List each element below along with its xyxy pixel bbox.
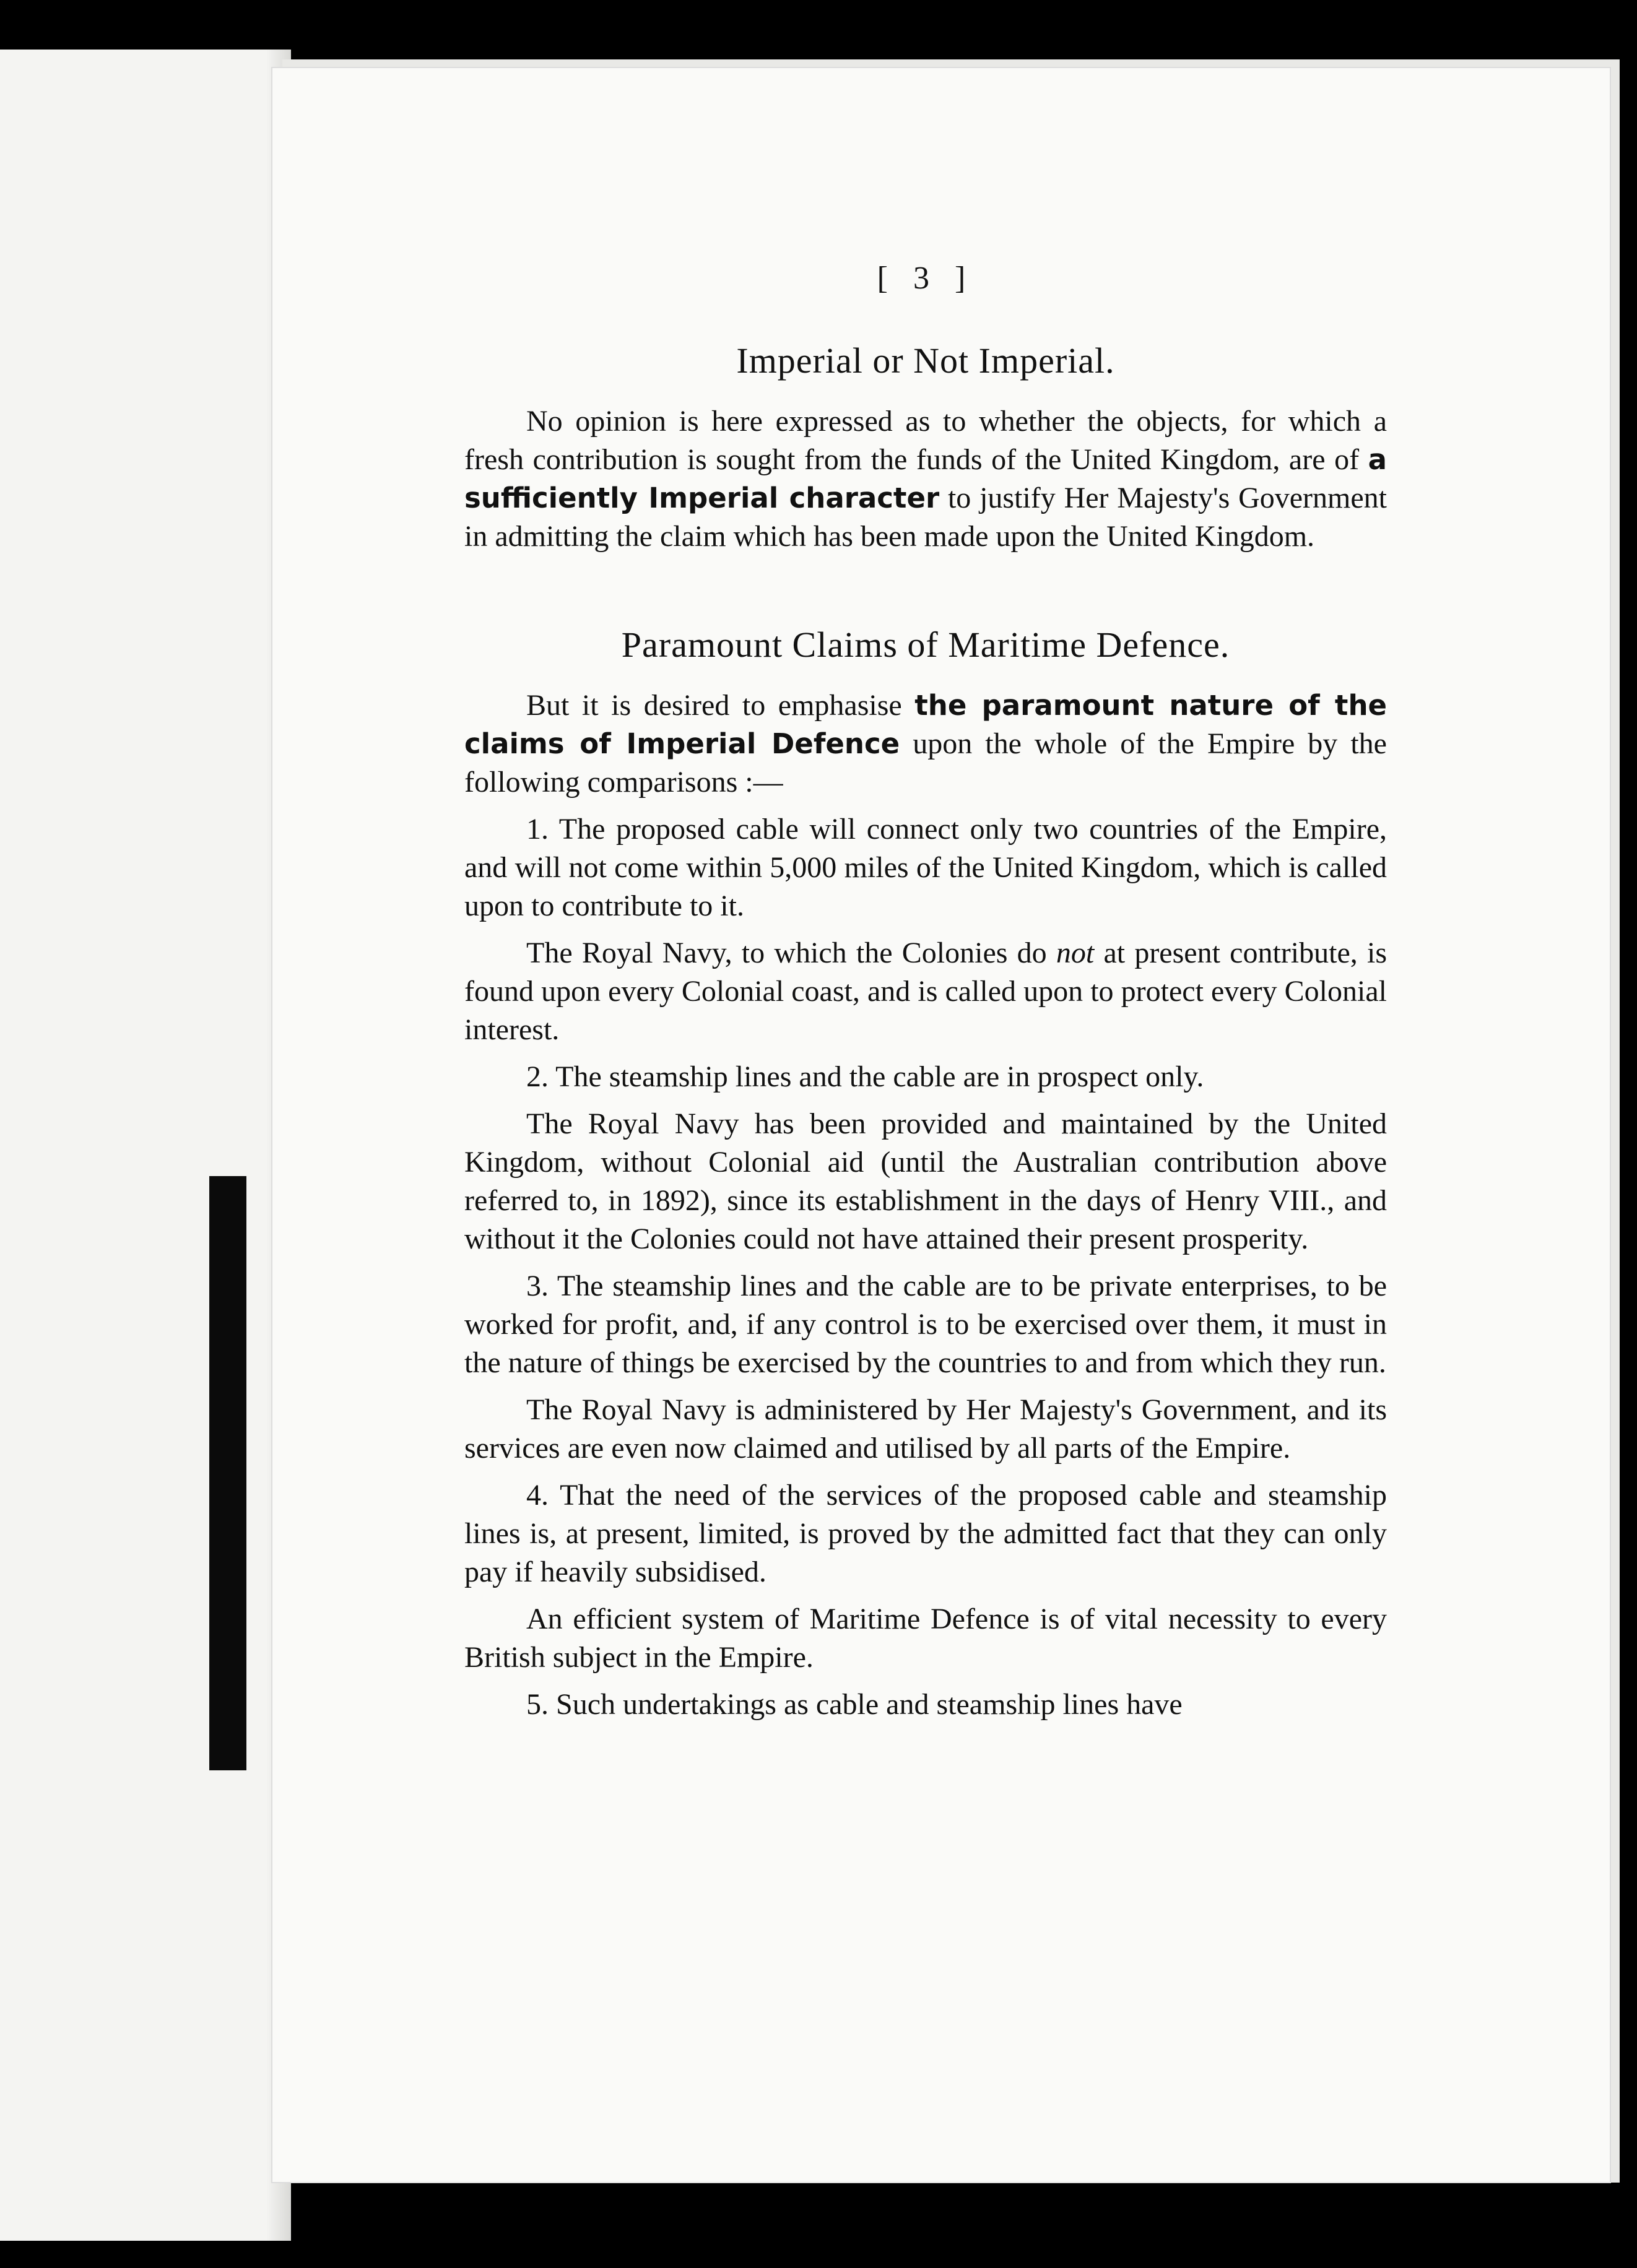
paragraph-1-text-c: to justify Her Majesty's Government in admitting the claim which has been made upon the United Kingdom. xyxy=(464,482,1387,553)
heading-maritime-defence: Paramount Claims of Maritime Defence. xyxy=(621,625,1230,665)
paragraph-1-text-a: No opinion is here expressed as to whether the objects, for which a fresh contribution is sought from the funds of the United Kingdom, are of xyxy=(464,405,1387,476)
paragraph-navy-1 xyxy=(464,934,1387,1049)
comparison-5: 5. Such undertakings as cable and steamship lines have xyxy=(526,1688,1183,1721)
comparison-2: 2. The steamship lines and the cable are in prospect only. xyxy=(526,1060,1204,1093)
paragraph-2-text-a: But it is desired to emphasise xyxy=(526,689,915,722)
paragraph-navy-1-text-a: The Royal Navy, to which the Colonies do xyxy=(526,937,1056,969)
paragraph-defence: An efficient system of Maritime Defence is of vital necessity to every British subject in the Empire. xyxy=(464,1603,1387,1674)
page-number: [ 3 ] xyxy=(877,261,975,296)
comparison-4: 4. That the need of the services of the proposed cable and steamship lines is, at present, limited, is proved by the admitted fact that they can only pay if heavily subsidised. xyxy=(464,1479,1387,1588)
paragraph-2 xyxy=(464,686,1387,802)
paragraph-navy-3: The Royal Navy is administered by Her Majesty's Government, and its services are even now claimed and utilised by all parts of the Empire. xyxy=(464,1393,1387,1465)
paragraph-1-emphasis: a sufficiently Imperial character xyxy=(464,443,1387,514)
paragraph-1 xyxy=(464,402,1387,556)
binding-spine xyxy=(209,1176,246,1770)
paragraph-navy-2: The Royal Navy has been provided and maintained by the United Kingdom, without Colonial aid (until the Australian contribution above referred to, in 1892), since its establishment in the days of Henry VIII., and without it the Colonies could not have attained their present prosperity. xyxy=(464,1107,1387,1255)
comparison-1: 1. The proposed cable will connect only two countries of the Empire, and will not come within 5,000 miles of the United Kingdom, which is called upon to contribute to it. xyxy=(464,813,1387,922)
paragraph-2-text-c: upon the whole of the Empire by the following comparisons :— xyxy=(464,727,1387,799)
heading-imperial: Imperial or Not Imperial. xyxy=(736,340,1115,381)
facing-page xyxy=(0,50,291,2241)
paragraph-2-emphasis: the paramount nature of the claims of Imperial Defence xyxy=(464,689,1387,760)
paragraph-navy-1-text-c: at present contribute, is found upon every Colonial coast, and is called upon to protect every Colonial interest. xyxy=(464,937,1387,1046)
paragraph-navy-1-italic: not xyxy=(1056,937,1095,969)
comparison-3: 3. The steamship lines and the cable are to be private enterprises, to be worked for profit, and, if any control is to be exercised over them, it must in the nature of things be exercised by the countries to and from which they run. xyxy=(464,1270,1387,1379)
page-content xyxy=(464,260,1387,1733)
